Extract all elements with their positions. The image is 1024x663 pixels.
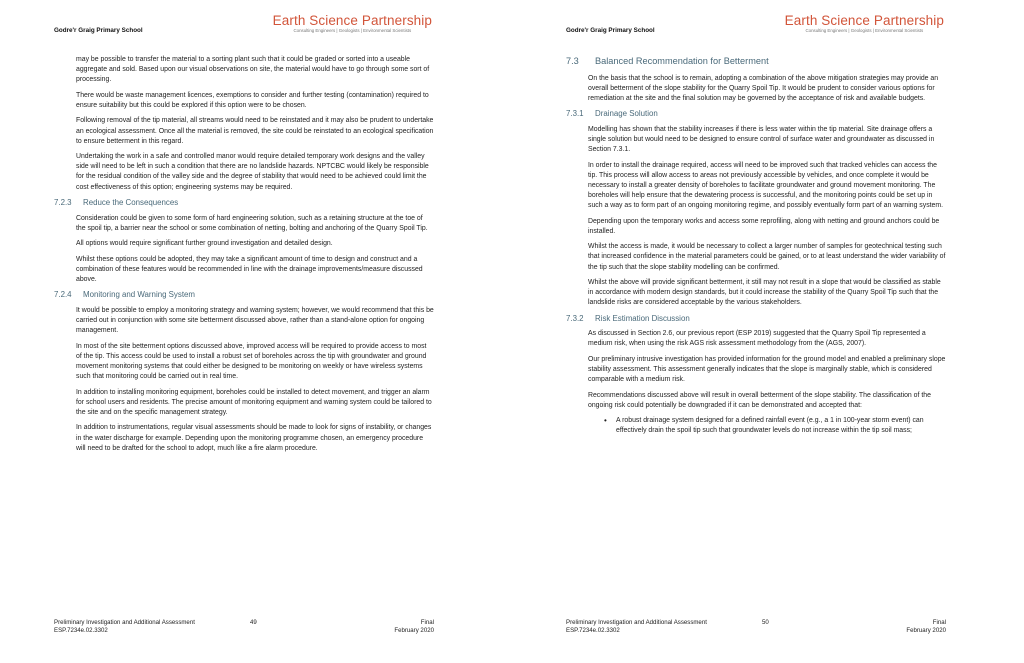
paragraph: As discussed in Section 2.6, our previous report (ESP 2019) suggested that the Quarry Spoil Tip represented a medium risk, when using the risk AGS risk assessment methodology from the (AGS, 2007). (588, 330, 926, 348)
header-school-name: Godre'r Graig Primary School (54, 27, 143, 34)
footer-ref: ESP.7234e.02.3302 (566, 627, 620, 634)
section-title: Balanced Recommendation for Betterment (595, 56, 769, 66)
paragraph: On the basis that the school is to remain, adopting a combination of the above mitigation strategies may provide an overall betterment of the slope stability for the Quarry Spoil Tip. It would be prudent to consider various options for remediation at the site and the final solution may be governed by the acceptance of risk and available budgets. (588, 74, 939, 102)
section-number: 7.3.2 (566, 313, 584, 323)
paragraph: In addition to instrumentations, regular visual assessments should be made to look for signs of instability, or changes in the water discharge for example. Depending upon the monitoring programme chosen, an emergency procedure will need to be drafted for the school to adopt, much like a fire alarm procedure. (76, 424, 432, 452)
footer-title: Preliminary Investigation and Additional Assessment (566, 619, 707, 626)
company-logo (273, 14, 432, 34)
section-heading-7-3-2 (566, 314, 948, 323)
paragraph: In most of the site betterment options discussed above, improved access will be required to provide access to most of the tip. This access could be used to install a robust set of boreholes across the tip with groundwater and ground movement monitoring systems that could either be designed to be monitoring on weekly or have wireless systems such that monitoring could be carried out in real time. (76, 342, 427, 381)
paragraph: Undertaking the work in a safe and controlled manor would require detailed temporary work designs and the valley side will need to be left in such a condition that there are no landslide hazards. NPTCBC would likely be responsible for the residual condition of the valley side and the degree of stability that would need to be achieved could limit the cost effectiveness of this option; engineering systems may be required. (76, 153, 429, 191)
paragraph: In order to install the drainage required, access will need to be improved such that tracked vehicles can access the tip. This process will allow access to areas not previously accessible by vehicles, and once complete it would be necessary to install a greater density of boreholes to facilitate groundwater and ground movement monitoring. The boreholes will help ensure that the dewatering process is successful, and the monitoring points could be set up in such a way as to form part of an ongoing monitoring regime, and possibly eventually form part of an warning system. (588, 161, 944, 210)
paragraph: may be possible to transfer the material to a sorting plant such that it could be graded or sorted into a useable aggregate and sold. Based upon our visual observations on site, the material would have to go through some sort of processing. (76, 56, 430, 84)
logo-title: Earth Science Partnership (272, 13, 432, 28)
header-school-name: Godre'r Graig Primary School (566, 27, 655, 34)
paragraph: There would be waste management licences, exemptions to consider and further testing (contamination) required to ensure suitability but this could be explored if this option were to be chosen. (76, 91, 429, 109)
page-content (566, 55, 948, 437)
section-number: 7.3 (566, 56, 579, 66)
paragraph: In addition to installing monitoring equipment, boreholes could be installed to detect movement, and trigger an alarm for school users and residents. The precise amount of monitoring equipment and warning system could be tailored to the site and on the specific management strategy. (76, 388, 432, 416)
footer-right (374, 619, 434, 635)
page-number: 50 (762, 619, 769, 626)
footer-date: February 2020 (394, 627, 434, 634)
paragraph: Consideration could be given to some form of hard engineering solution, such as a retaining structure at the toe of the spoil tip, a barrier near the school or some combination of netting, bolting and anchoring of the Quarry Spoil Tip. (76, 214, 428, 232)
footer-status: Final (420, 619, 434, 626)
paragraph: Our preliminary intrusive investigation has provided information for the ground model and enabled a preliminary slope stability assessment. This assessment generally indicates that the slope is marginally stable, which is considered comparable with a medium risk. (588, 355, 946, 384)
paragraph: All options would require significant further ground investigation and detailed design. (76, 240, 333, 248)
page-content (54, 55, 434, 459)
section-number: 7.3.1 (566, 109, 584, 119)
logo-subtitle: Consulting Engineers | Geologists | Environmental Scientists (805, 28, 924, 33)
paragraph: It would be possible to employ a monitoring strategy and warning system; however, we would recommend that this be carried out in conjunction with some site betterment discussed above, rather than a stand-alone option for ongoing management. (76, 306, 434, 335)
section-number: 7.2.4 (54, 290, 72, 300)
paragraph: Whilst the above will provide significant betterment, it still may not result in a slope that would be classified as stable in accordance with modern design standards, but it could increase the stability of the Quarry Spoil Tip such that the landslide risks are considered acceptable by the various stakeholders. (588, 278, 941, 307)
section-heading-7-2-4 (54, 290, 434, 299)
logo-title: Earth Science Partnership (784, 13, 944, 28)
paragraph: Depending upon the temporary works and access some reprofiling, along with netting and ground anchors could be installed. (588, 217, 940, 235)
section-title: Risk Estimation Discussion (595, 313, 690, 323)
section-heading-7-3-1 (566, 109, 948, 118)
bullet-icon: • (604, 416, 607, 426)
list-item-text: A robust drainage system designed for a defined rainfall event (e.g., a 1 in 100-year storm event) can effectively drain the spoil tip such that groundwater levels do not increase within the tip soil mass; (616, 417, 924, 435)
footer-title: Preliminary Investigation and Additional Assessment (54, 619, 195, 626)
paragraph: Recommendations discussed above will result in overall betterment of the slope stability. The classification of the ongoing risk could potentially be downgraded if it can be demonstrated and accepted that: (588, 391, 931, 409)
section-number: 7.2.3 (54, 198, 72, 208)
list-item (604, 416, 948, 436)
footer-left (54, 619, 195, 635)
footer-left (566, 619, 707, 635)
page-50 (512, 0, 1024, 663)
footer-status: Final (932, 619, 946, 626)
company-logo (785, 14, 944, 34)
section-title: Drainage Solution (595, 109, 658, 119)
footer-date: February 2020 (906, 627, 946, 634)
footer-right (886, 619, 946, 635)
section-heading-7-2-3 (54, 198, 434, 207)
footer-ref: ESP.7234e.02.3302 (54, 627, 108, 634)
page-number: 49 (250, 619, 257, 626)
section-heading-7-3 (566, 56, 948, 66)
paragraph: Whilst the access is made, it would be necessary to collect a larger number of samples for geotechnical testing such that increased confidence in the material parameters could be gained, or to at least understand the wider variability of the tip such that the slope stability modelling can be confirmed. (588, 243, 946, 271)
paragraph: Following removal of the tip material, all streams would need to be reinstated and it may also be prudent to undertake an ecological assessment. Once all the material is removed, the site could be reinstated to an ecological specification to ensure betterment in this regard. (76, 117, 434, 145)
paragraph: Modelling has shown that the stability increases if there is less water within the tip material. Site drainage offers a single solution but would need to be designed to ensure control of surface water and groundwater as discussed in Section 7.3.1. (588, 125, 935, 154)
logo-subtitle: Consulting Engineers | Geologists | Environmental Scientists (293, 28, 412, 33)
bullet-list (566, 416, 948, 436)
paragraph: Whilst these options could be adopted, they may take a significant amount of time to design and construct and a combination of these features would be recommended in line with the drainage improvements/measure discussed above. (76, 255, 423, 283)
section-title: Reduce the Consequences (83, 198, 179, 208)
section-title: Monitoring and Warning System (83, 290, 195, 300)
